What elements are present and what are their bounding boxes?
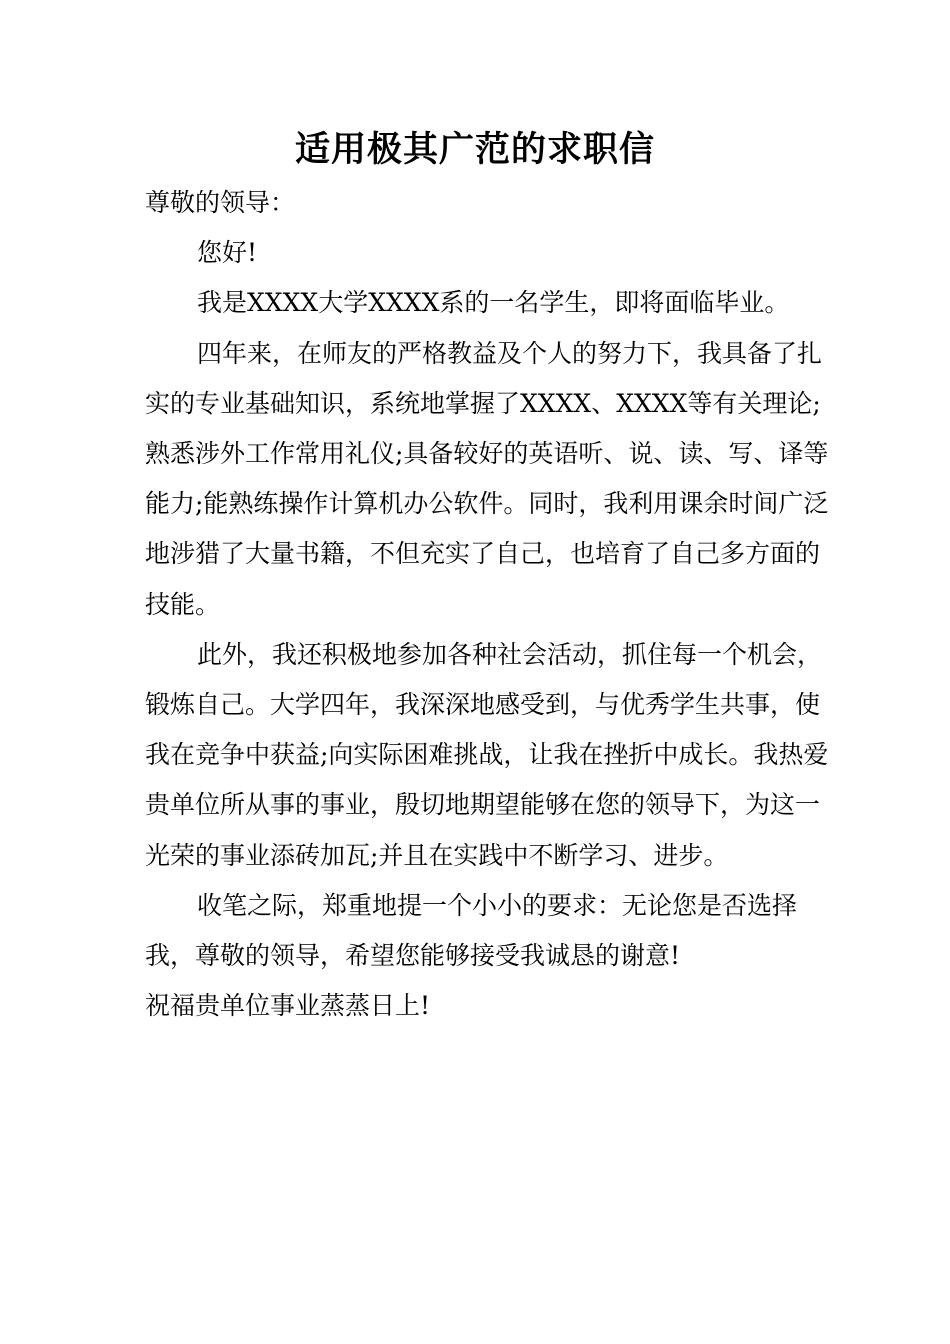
paragraph-education: 四年来，在师友的严格教益及个人的努力下，我具备了扎实的专业基础知识，系统地掌握了XXXX、XXXX等有关理论;熟悉涉外工作常用礼仪;具备较好的英语听、说、读、写、译等能力;能熟练操作计算机办公软件。同时，我利用课余时间广泛地涉猎了大量书籍，不但充实了自己，也培育了自己多方面的技能。 <box>145 338 829 619</box>
paragraph-activities: 此外，我还积极地参加各种社会活动，抓住每一个机会，锻炼自己。大学四年，我深深地感受到，与优秀学生共事，使我在竞争中获益;向实际困难挑战，让我在挫折中成长。我热爱贵单位所从事的事业，殷切地期望能够在您的领导下，为这一光荣的事业添砖加瓦;并且在实践中不断学习、进步。 <box>145 639 829 870</box>
document-title: 适用极其广范的求职信 <box>294 130 655 170</box>
paragraph-request: 收笔之际，郑重地提一个小小的要求：无论您是否选择我，尊敬的领导，希望您能够接受我诚恳的谢意! <box>145 890 798 971</box>
greeting: 您好! <box>197 238 258 268</box>
closing-wish: 祝福贵单位事业蒸蒸日上! <box>145 991 431 1021</box>
intro-paragraph: 我是XXXX大学XXXX系的一名学生，即将面临毕业。 <box>197 288 790 318</box>
salutation: 尊敬的领导： <box>145 188 296 217</box>
letter-body <box>145 178 835 1031</box>
